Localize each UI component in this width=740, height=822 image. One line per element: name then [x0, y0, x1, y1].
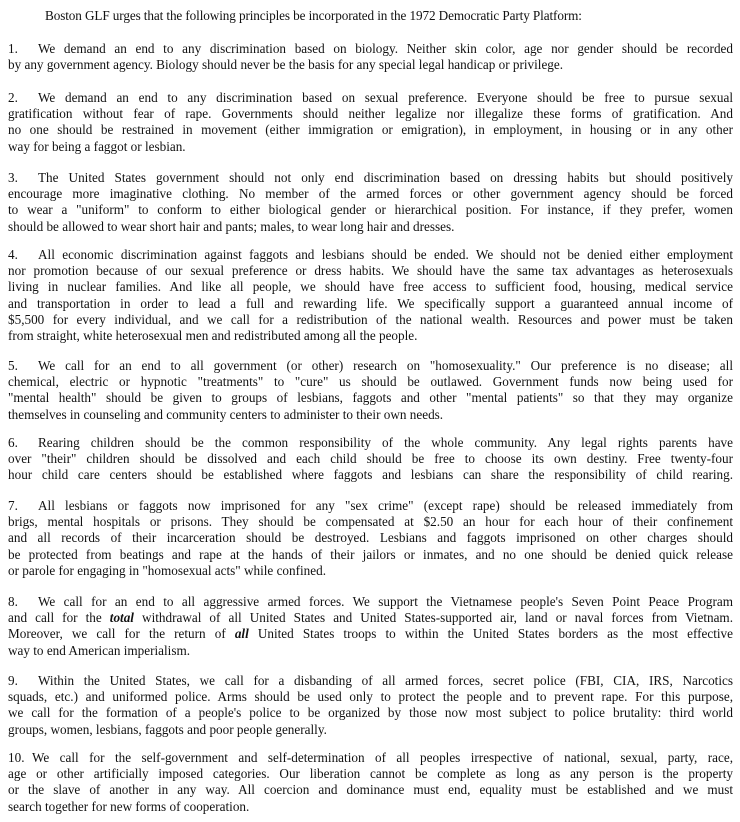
- platform-item-2: [8, 90, 733, 155]
- text-run: and call for the: [8, 610, 110, 626]
- item-line: "mental health" should be given to groups of lesbians, faggots and other "mental patients" so that they may organize: [8, 390, 733, 406]
- item-line: We demand an end to any discrimination based on sexual preference. Everyone should be free to pursue sexual: [38, 90, 733, 105]
- platform-item-7: [8, 498, 733, 579]
- item-line: We demand an end to any discrimination based on biology. Neither skin color, age nor gender should be recorded: [38, 41, 733, 56]
- item-line: We call for an end to all government (or other) research on "homosexuality." Our preference is no disease; all: [38, 358, 733, 373]
- item-line: or parole for engaging in "homosexual acts" while confined.: [8, 562, 327, 578]
- item-line: should be allowed to wear short hair and pants; males, to wear long hair and dresses.: [8, 218, 455, 234]
- item-line: or the slave of another in any way. All coercion and dominance must end, equality must be established and we must: [8, 782, 733, 798]
- item-line: hour child care centers should be established where faggots and lesbians can share the responsibility of child rearing.: [8, 467, 733, 483]
- item-line: age or other artificially imposed categories. Our liberation cannot be complete as long as any person is the property: [8, 766, 733, 782]
- item-line: over "their" children should be dissolved and each child should be free to choose its own destiny. Free twenty-four: [8, 451, 733, 467]
- item-number: 8.: [8, 594, 18, 609]
- item-line: Within the United States, we call for a disbanding of all armed forces, secret police (FBI, CIA, IRS, Narcotics: [38, 673, 733, 688]
- item-line: to wear a "uniform" to conform to either biological gender or hierarchical position. For instance, if they prefer, women: [8, 202, 733, 218]
- item-number: 3.: [8, 170, 18, 185]
- item-line: living in nuclear families. And like all people, we should have free access to sufficient food, housing, medical service: [8, 279, 733, 295]
- platform-item-8: [8, 594, 733, 659]
- item-number: 7.: [8, 498, 18, 513]
- item-line: gratification without fear of rape. Governments should neither legalize nor illegalize these forms of gratification. And: [8, 106, 733, 122]
- item-line: way for being a faggot or lesbian.: [8, 138, 186, 154]
- item-line: The United States government should not only end discrimination based on dressing habits but should positively: [38, 170, 733, 185]
- item-line-with-emphasis: [8, 626, 733, 642]
- item-line: and transportation in order to lead a full and rewarding life. We specifically support a guaranteed annual income of: [8, 295, 733, 311]
- platform-item-9: [8, 673, 733, 738]
- platform-item-6: [8, 435, 733, 484]
- document-title: Boston GLF urges that the following principles be incorporated in the 1972 Democratic Party Platform:: [45, 8, 582, 23]
- item-line: All economic discrimination against faggots and lesbians should be ended. We should not be denied either employment: [38, 247, 733, 262]
- item-number: 6.: [8, 435, 18, 450]
- item-number: 9.: [8, 673, 18, 688]
- item-number: 2.: [8, 90, 18, 105]
- item-line: no one should be restrained in movement (either immigration or emigration), in employment, in housing or in any other: [8, 122, 733, 138]
- item-line: groups, women, lesbians, faggots and poor people generally.: [8, 721, 327, 737]
- item-number: 5.: [8, 358, 18, 373]
- item-line: we call for the formation of a people's police to be organized by those now most subject to police brutality: third world: [8, 705, 733, 721]
- item-line: search together for new forms of cooperation.: [8, 798, 250, 814]
- item-line: be protected from beatings and rape at the hands of their jailors or inmates, and no one should be denied quick release: [8, 546, 733, 562]
- item-line: We call for an end to all aggressive armed forces. We support the Vietnamese people's Seven Point Peace Program: [38, 594, 733, 609]
- item-line: from straight, white heterosexual men and redistributed among all the people.: [8, 327, 418, 343]
- item-line: way to end American imperialism.: [8, 642, 191, 658]
- item-number: 1.: [8, 41, 18, 56]
- item-line: chemical, electric or hypnotic "treatments" to "cure" us should be outlawed. Government funds now being used for: [8, 374, 733, 390]
- item-line: brigs, mental hospitals or prisons. They should be compensated at $2.50 an hour for each hour of their confinement: [8, 514, 733, 530]
- platform-item-5: [8, 358, 733, 423]
- item-line: Rearing children should be the common responsibility of the whole community. Any legal rights parents have: [38, 435, 733, 450]
- item-line: nor promotion because of our sexual preference or dress habits. We should have the same tax advantages as heterosexuals: [8, 263, 733, 279]
- item-line: We call for the self-government and self-determination of all peoples irrespective of national, sexual, party, race,: [32, 750, 733, 765]
- text-run: United States troops to within the United States borders as the most effective: [248, 626, 734, 642]
- platform-item-3: [8, 170, 733, 235]
- item-number: 10.: [8, 750, 25, 765]
- item-line: and all records of their incarceration should be destroyed. Lesbians and faggots imprisoned on other charges should: [8, 530, 733, 546]
- emphasized-word: total: [109, 610, 134, 626]
- item-line: All lesbians or faggots now imprisoned for any "sex crime" (except rape) should be released immediately from: [38, 498, 733, 513]
- text-run: Moreover, we call for the return of: [8, 626, 235, 642]
- item-line: by any government agency. Biology should never be the basis for any special legal handicap or privilege.: [8, 57, 564, 73]
- item-line: $5,500 for every individual, and we call for a redistribution of the national wealth. Resources and power must be taken: [8, 311, 733, 327]
- emphasized-word: all: [234, 626, 249, 642]
- item-line: squads, etc.) and uniformed police. Arms should be used only to protect the people and to prevent rape. For this purpose,: [8, 689, 733, 705]
- item-number: 4.: [8, 247, 18, 262]
- text-run: withdrawal of all United States and United States-supported air, land or naval forces from Vietnam.: [133, 610, 733, 626]
- platform-item-4: [8, 247, 733, 344]
- item-line: themselves in counseling and community centers to administer to their own needs.: [8, 406, 444, 422]
- platform-item-1: [8, 41, 733, 73]
- item-line-with-emphasis: [8, 610, 733, 626]
- item-line: encourage more imaginative clothing. No member of the armed forces or other government agency should be forced: [8, 186, 733, 202]
- platform-item-10: [8, 750, 733, 815]
